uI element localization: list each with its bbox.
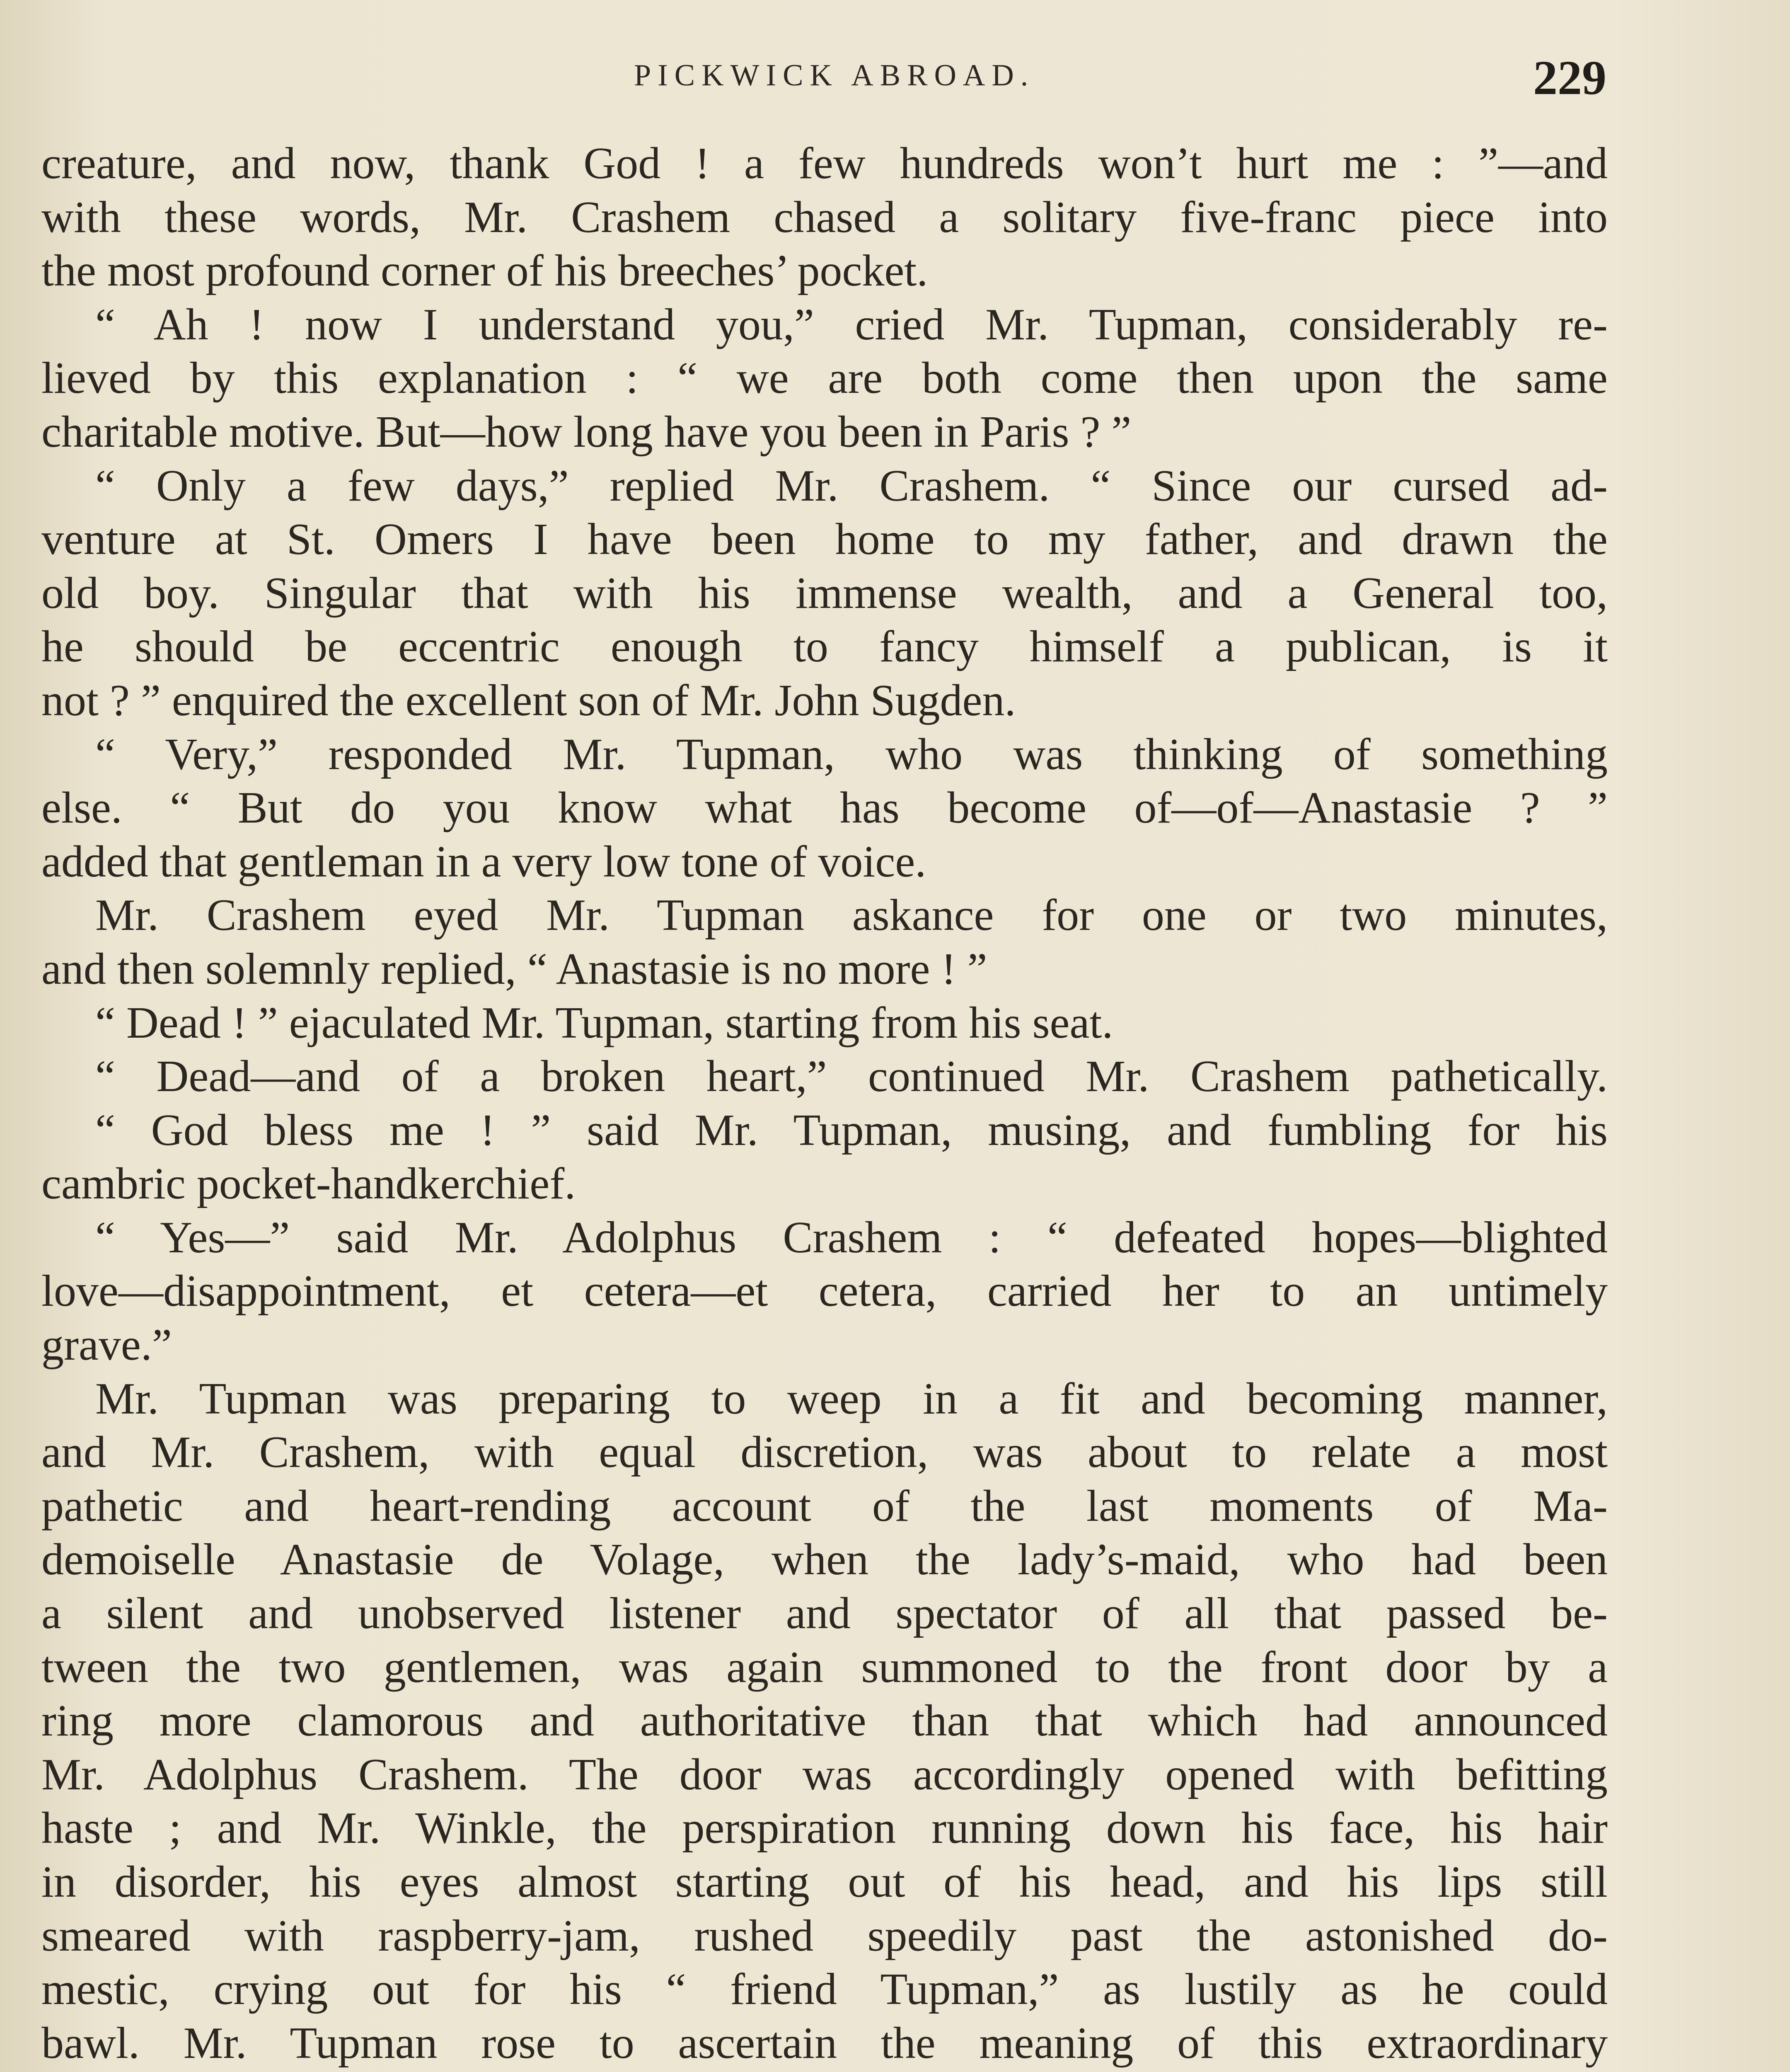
text-line: “ Dead—and of a broken heart,” continued Mr. Crashem pathetically. — [95, 1052, 1608, 1101]
text-line: smeared with raspberry-jam, rushed speedily past the astonished do- — [41, 1911, 1608, 1961]
text-line: old boy. Singular that with his immense wealth, and a General too, — [41, 568, 1608, 618]
text-line: bawl. Mr. Tupman rose to ascertain the meaning of this extraordinary — [41, 2018, 1608, 2068]
text-line: venture at St. Omers I have been home to my father, and drawn the — [41, 515, 1608, 564]
text-line — [41, 2070, 1608, 2072]
text-line: with these words, Mr. Crashem chased a solitary five-franc piece into — [41, 192, 1608, 242]
body-text — [41, 137, 1608, 2072]
text-line: creature, and now, thank God ! a few hundreds won’t hurt me : ”—and — [41, 139, 1608, 188]
text-line: cambric pocket-handkerchief. — [41, 1159, 576, 1209]
text-line: “ Only a few days,” replied Mr. Crashem. “ Since our cursed ad- — [95, 461, 1608, 511]
text-line: a silent and unobserved listener and spectator of all that passed be- — [41, 1589, 1608, 1639]
text-line: haste ; and Mr. Winkle, the perspiration running down his face, his hair — [41, 1803, 1608, 1853]
text-line: in disorder, his eyes almost starting out of his head, and his lips still — [41, 1857, 1608, 1907]
text-line: the most profound corner of his breeches’ pocket. — [41, 246, 928, 296]
text-line: demoiselle Anastasie de Volage, when the lady’s-maid, who had been — [41, 1535, 1608, 1585]
text-line: Mr. Tupman was preparing to weep in a fit and becoming manner, — [95, 1374, 1608, 1423]
text-line: added that gentleman in a very low tone of voice. — [41, 837, 926, 886]
text-line: and Mr. Crashem, with equal discretion, was about to relate a most — [41, 1428, 1608, 1477]
text-line: and then solemnly replied, “ Anastasie is no more ! ” — [41, 944, 987, 994]
text-line: grave.” — [41, 1320, 172, 1370]
text-line: lieved by this explanation : “ we are both come then upon the same — [41, 353, 1608, 403]
page-number: 229 — [1533, 51, 1606, 105]
text-line: not ? ” enquired the excellent son of Mr. John Sugden. — [41, 675, 1016, 725]
text-line: mestic, crying out for his “ friend Tupman,” as lustily as he could — [41, 1965, 1608, 2014]
text-line: tween the two gentlemen, was again summoned to the front door by a — [41, 1642, 1608, 1692]
text-line: pathetic and heart-rending account of the last moments of Ma- — [41, 1481, 1608, 1531]
text-line: Mr. Adolphus Crashem. The door was accordingly opened with befitting — [41, 1750, 1608, 1799]
text-line: ring more clamorous and authoritative than that which had announced — [41, 1696, 1608, 1746]
text-line: Mr. Crashem eyed Mr. Tupman askance for one or two minutes, — [95, 891, 1608, 940]
running-title: PICKWICK ABROAD. — [634, 58, 1035, 92]
text-line: love—disappointment, et cetera—et cetera, carried her to an untimely — [41, 1266, 1608, 1316]
text-line: “ God bless me ! ” said Mr. Tupman, musing, and fumbling for his — [95, 1105, 1608, 1155]
text-line: charitable motive. But—how long have you been in Paris ? ” — [41, 407, 1132, 457]
text-line: “ Very,” responded Mr. Tupman, who was thinking of something — [95, 729, 1608, 779]
text-line: else. “ But do you know what has become of—of—Anastasie ? ” — [41, 783, 1608, 833]
page-header — [0, 50, 1790, 104]
text-line: “ Yes—” said Mr. Adolphus Crashem : “ defeated hopes—blighted — [95, 1213, 1608, 1262]
text-line: “ Dead ! ” ejaculated Mr. Tupman, starting from his seat. — [95, 998, 1113, 1048]
text-line: he should be eccentric enough to fancy himself a publican, is it — [41, 622, 1608, 672]
text-line: “ Ah ! now I understand you,” cried Mr. Tupman, considerably re- — [95, 300, 1608, 349]
